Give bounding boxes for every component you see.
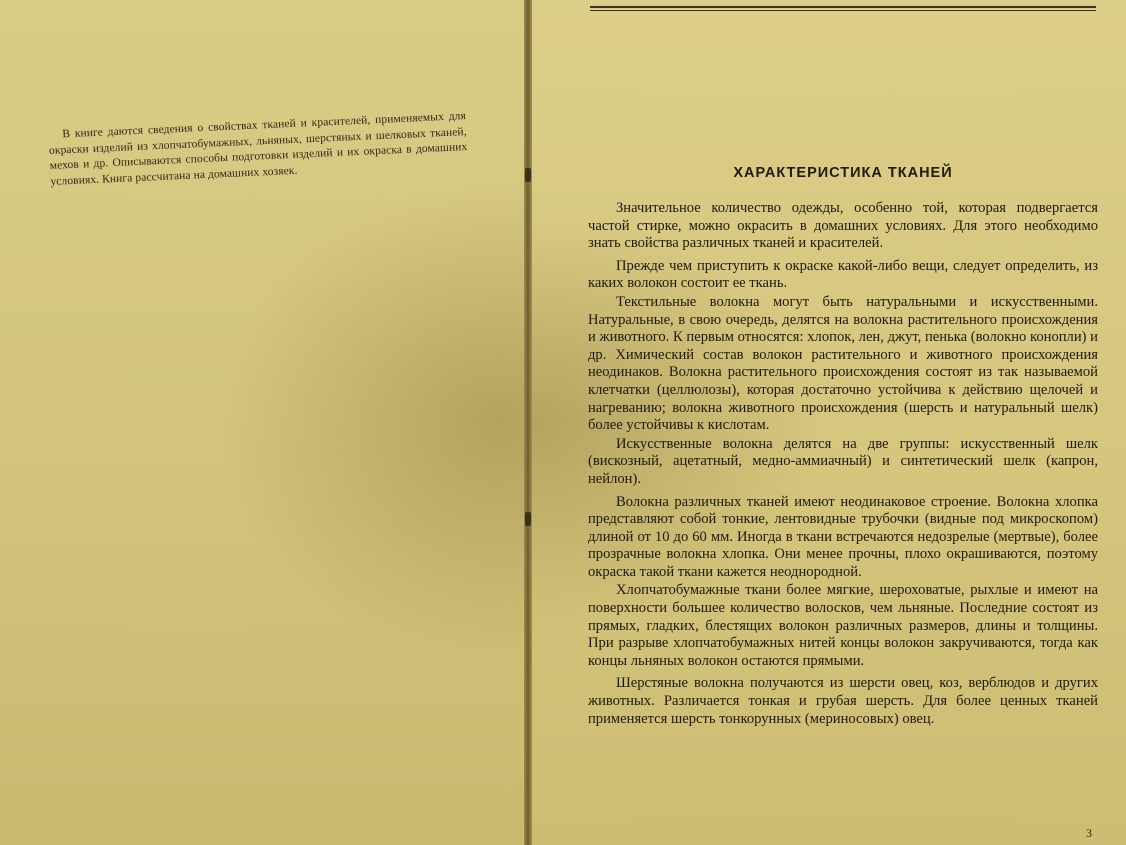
chapter-body	[588, 200, 1098, 733]
paragraph: Значительное количество одежды, особенно той, которая подвергается частой стирке, можно окрасить в домашних условиях. Для этого необходимо знать свойства различных тканей и красителей.	[588, 200, 1098, 252]
page-number: 3	[1086, 826, 1092, 840]
paragraph: Шерстяные волокна получаются из шерсти овец, коз, верблюдов и других животных. Различается тонкая и грубая шерсть. Для более ценных тканей применяется шерсть тонкорунных (мериносовых) овец.	[588, 675, 1098, 727]
paragraph: Текстильные волокна могут быть натуральными и искусственными. Натуральные, в свою очередь, делятся на волокна растительного происхождения и животного. К первым относятся: хлопок, лен, джут, пенька (волокно конопли) и др. Химический состав волокон растительного и животного происхождения неодинаков. Волокна растительного происхождения состоят из так называемой клетчатки (целлюлозы), которая достаточно устойчива к действию щелочей и нагреванию; волокна животного происхождения (шерсть и натуральный шелк) более устойчивы к кислотам.	[588, 293, 1098, 434]
chapter-title: ХАРАКТЕРИСТИКА ТКАНЕЙ	[733, 165, 953, 181]
paragraph: Прежде чем приступить к окраске какой-либо вещи, следует определить, из каких волокон состоит ее ткань.	[588, 257, 1098, 292]
book-gutter	[524, 0, 532, 845]
paragraph: Искусственные волокна делятся на две группы: искусственный шелк (вискозный, ацетатный, медно-аммиачный) и синтетический шелк (капрон, нейлон).	[588, 435, 1098, 487]
book-annotation: В книге даются сведения о свойствах тканей и красителей, применяемых для окраски изделий из хлопчатобумажных, льняных, шерстяных и шелковых тканей, мехов и др. Описываются способы подготовки изделий и их окраска в домашних условиях. Книга рассчитана на домашних хозяек.	[48, 110, 468, 188]
paragraph: Волокна различных тканей имеют неодинаковое строение. Волокна хлопка представляют собой тонкие, лентовидные трубочки (видные под микроскопом) длиной от 10 до 60 мм. Иногда в ткани встречаются недозрелые (мертвые), более прозрачные волокна хлопка. Они менее прочны, плохо окрашиваются, поэтому окраска такой ткани кажется неоднородной.	[588, 493, 1098, 580]
binding-staple	[525, 512, 531, 526]
left-page	[0, 0, 528, 845]
paragraph: Хлопчатобумажные ткани более мягкие, шероховатые, рыхлые и имеют на поверхности большее количество волосков, чем льняные. Последние состоят из прямых, гладких, блестящих волокон различных размеров, длины и толщины. При разрыве хлопчатобумажных нитей концы волокон закручиваются, тогда как концы льняных волокон остаются прямыми.	[588, 582, 1098, 669]
binding-staple	[525, 168, 531, 182]
header-rule-thin	[590, 10, 1096, 11]
right-page	[530, 0, 1126, 845]
header-rule	[590, 6, 1096, 8]
